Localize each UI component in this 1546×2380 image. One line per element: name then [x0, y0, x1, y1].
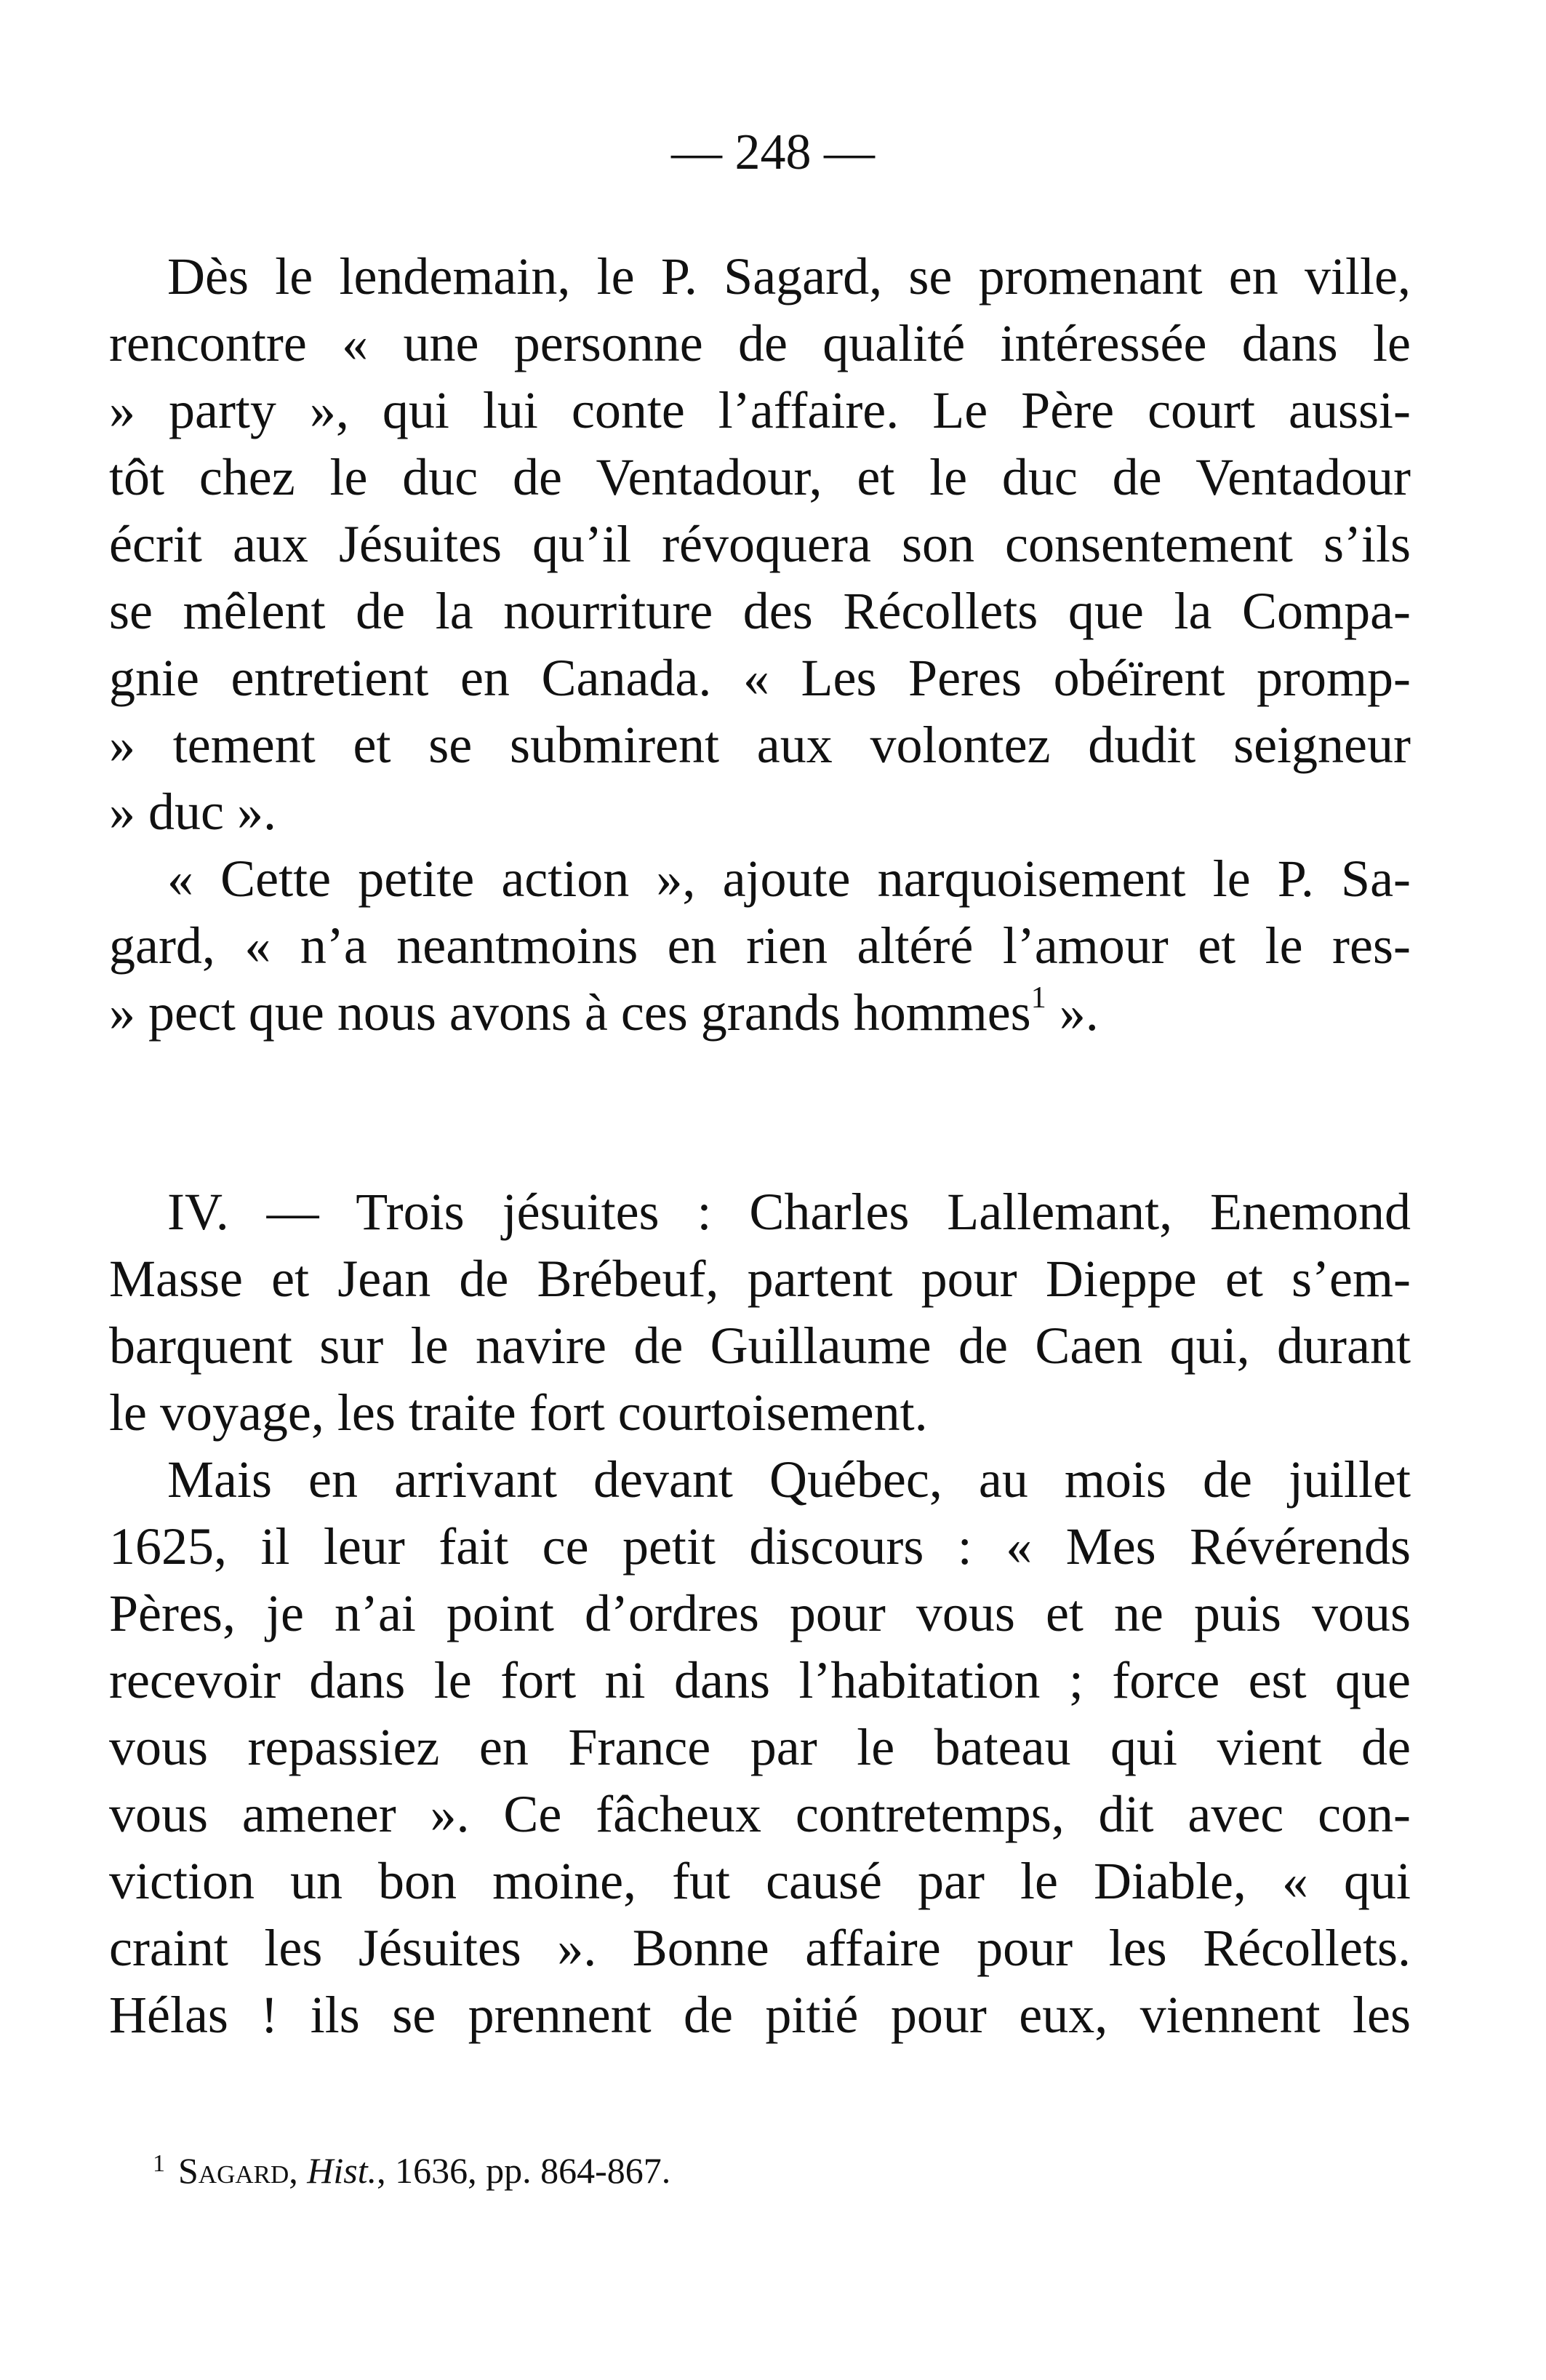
paragraph-4-line: 1625, il leur fait ce petit discours : « Mes Révérends	[109, 1517, 1411, 1576]
page-number: — 248 —	[671, 124, 875, 180]
paragraph-4-line: craint les Jésuites ». Bonne affaire pour les Récollets.	[109, 1919, 1411, 1977]
paragraph-3-line: Masse et Jean de Brébeuf, partent pour Dieppe et s’em-	[109, 1250, 1411, 1308]
paragraph-2-last-line-text: » pect que nous avons à ces grands hommes	[109, 983, 1031, 1042]
paragraph-1-line: » duc ».	[109, 783, 276, 841]
paragraph-2-last-line-end: ».	[1046, 983, 1099, 1042]
paragraph-4-line: Hélas ! ils se prennent de pitié pour eux, viennent les	[109, 1986, 1411, 2044]
footnote-separator: ,	[289, 2150, 308, 2191]
paragraph-1-line: se mêlent de la nourriture des Récollets que la Compa-	[109, 582, 1411, 640]
paragraph-4-line: recevoir dans le fort ni dans l’habitation ; force est que	[109, 1651, 1411, 1709]
footnote-reference: 1	[1030, 981, 1046, 1015]
paragraph-3-line: le voyage, les traite fort courtoisement.	[109, 1383, 928, 1442]
paragraph-2-last-line	[109, 979, 1411, 1046]
paragraph-1-line: écrit aux Jésuites qu’il révoquera son consentement s’ils	[109, 515, 1411, 573]
paragraph-2-line: « Cette petite action », ajoute narquoisement le P. Sa-	[167, 850, 1411, 908]
paragraph-1-line: » tement et se submirent aux volontez dudit seigneur	[109, 716, 1411, 774]
paragraph-4-line: Mais en arrivant devant Québec, au mois de juillet	[167, 1450, 1411, 1509]
footnote-details: , 1636, pp. 864-867.	[377, 2150, 671, 2191]
footnote-title: Hist.	[307, 2150, 377, 2191]
paragraph-1-line: » party », qui lui conte l’affaire. Le Père court aussi-	[109, 381, 1411, 439]
paragraph-1-line: gnie entretient en Canada. « Les Peres obéïrent promp-	[109, 649, 1411, 707]
body-text-lower	[109, 1178, 1411, 2048]
paragraph-1-line: tôt chez le duc de Ventadour, et le duc de Ventadour	[109, 448, 1411, 506]
paragraph-4-line: Pères, je n’ai point d’ordres pour vous et ne puis vous	[109, 1584, 1411, 1642]
paragraph-1-line: Dès le lendemain, le P. Sagard, se promenant en ville,	[167, 247, 1411, 306]
footnote-mark: 1	[153, 2150, 165, 2177]
body-text-upper	[109, 243, 1411, 1046]
paragraph-4-line: vous repassiez en France par le bateau qui vient de	[109, 1718, 1411, 1776]
paragraph-4-line: viction un bon moine, fut causé par le Diable, « qui	[109, 1852, 1411, 1910]
paragraph-3-line: IV. — Trois jésuites : Charles Lallemant, Enemond	[167, 1183, 1411, 1241]
paragraph-1-line: rencontre « une personne de qualité intéressée dans le	[109, 314, 1411, 372]
paragraph-4-line: vous amener ». Ce fâcheux contretemps, dit avec con-	[109, 1785, 1411, 1843]
footnote	[153, 2139, 670, 2196]
paragraph-3-line: barquent sur le navire de Guillaume de Caen qui, durant	[109, 1317, 1411, 1375]
footnote-author: Sagard	[178, 2150, 289, 2191]
paragraph-2-line: gard, « n’a neantmoins en rien altéré l’amour et le res-	[109, 917, 1411, 975]
